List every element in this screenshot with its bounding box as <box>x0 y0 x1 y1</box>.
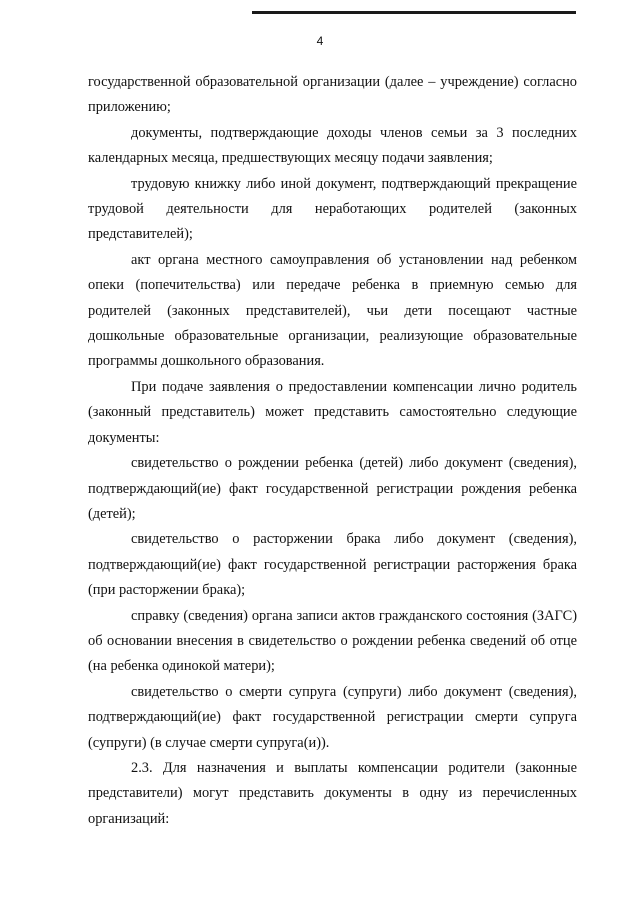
paragraph-personal-submission: При подаче заявления о предоставлении компенсации лично родитель (законный представитель) может представить самостоятельно следующие документы: <box>88 378 577 446</box>
paragraph-guardianship-act: акт органа местного самоуправления об установлении над ребенком опеки (попечительства) или передаче ребенка в приемную семью для родителей (законных представителей), чьи дети посещают частные дошкольные образовательные организации, реализующие образовательные программы дошкольного образования. <box>88 251 577 370</box>
header-rule <box>252 11 576 14</box>
paragraph-continuation: государственной образовательной организации (далее – учреждение) согласно приложению; <box>88 74 577 116</box>
paragraph-birth-certificate: свидетельство о рождении ребенка (детей) либо документ (сведения), подтверждающий(ие) факт государственной регистрации рождения ребенка (детей); <box>88 455 577 522</box>
page-number: 4 <box>316 34 324 48</box>
paragraph-zags-certificate: справку (сведения) органа записи актов гражданского состояния (ЗАГС) об основании внесения в свидетельство о рождении ребенка сведений об отце (на ребенка одинокой матери); <box>88 607 577 675</box>
paragraph-employment-record: трудовую книжку либо иной документ, подтверждающий прекращение трудовой деятельности для неработающих родителей (законных представителей); <box>88 175 577 243</box>
paragraph-income-documents: документы, подтверждающие доходы членов семьи за 3 последних календарных месяца, предшествующих месяцу подачи заявления; <box>88 124 577 167</box>
paragraph-divorce-certificate: свидетельство о расторжении брака либо документ (сведения), подтверждающий(ие) факт государственной регистрации расторжения брака (при расторжении брака); <box>88 531 577 599</box>
paragraph-death-certificate: свидетельство о смерти супруга (супруги) либо документ (сведения), подтверждающий(ие) факт государственной регистрации смерти супруга (супруги) (в случае смерти супруга(и)). <box>88 683 577 751</box>
document-body <box>88 70 577 832</box>
paragraph-section-2-3: 2.3. Для назначения и выплаты компенсации родители (законные представители) могут представить документы в одну из перечисленных организаций: <box>88 759 577 827</box>
